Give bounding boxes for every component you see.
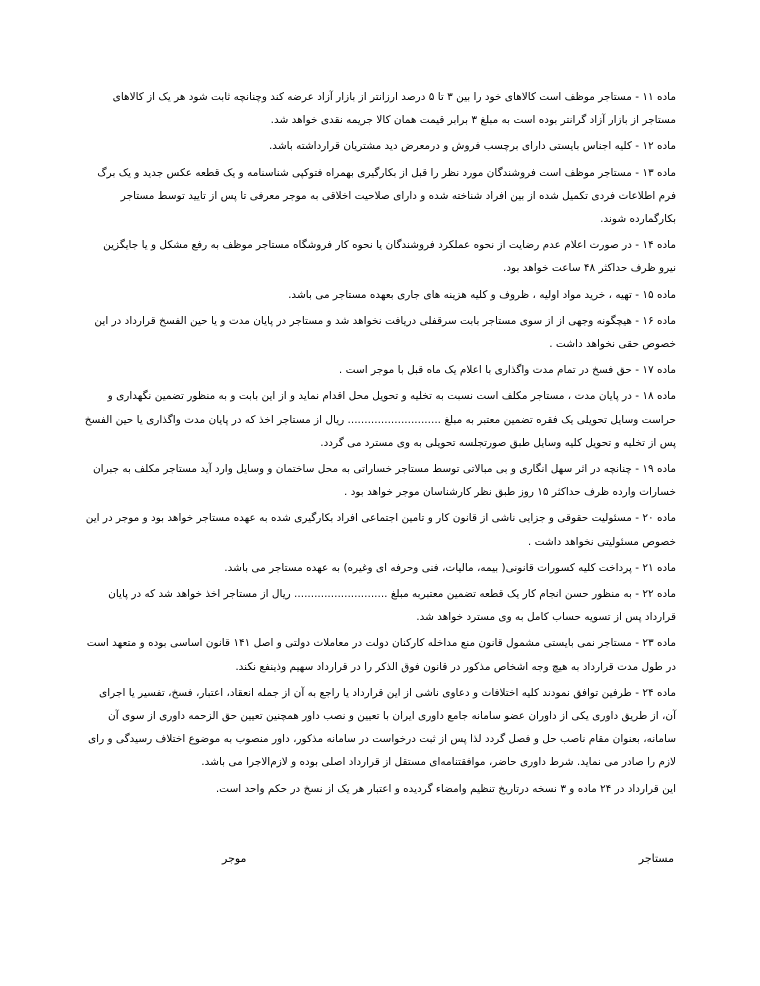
tenant-signature-label: مستاجر bbox=[638, 852, 674, 865]
closing-statement: این قرارداد در ۲۴ ماده و ۳ نسخه درتاریخ تنظیم وامضاء گردیده و اعتبار هر یک از نسخ در حکم واحد است. bbox=[215, 782, 676, 795]
article-13: ماده ۱۳ - مستاجر موظف است فروشندگان مورد نظر را قبل از بکارگیری بهمراه فتوکپی شناسنامه و یک قطعه عکس جدید و یک برگ فرم اطلاعات فردی تکمیل شده از بین افراد شناخته شده و دارای صلاحیت اخلاقی به موجر معرفی تا پس از تایید توسط مستاجر بکارگمارده شوند. bbox=[97, 166, 676, 226]
article-19: ماده ۱۹ - چنانچه در اثر سهل انگاری و بی مبالاتی توسط مستاجر خساراتی به محل ساختمان و وسایل وارد آید مستاجر مکلف به جبران خسارات وارده ظرف حداکثر ۱۵ روز طبق نظر کارشناسان موجر خواهد بود . bbox=[92, 463, 676, 499]
article-23: ماده ۲۳ - مستاجر نمی بایستی مشمول قانون منع مداخله کارکنان دولت در معاملات دولتی و اصل ۱۴۱ قانون اساسی بوده و متعهد است در طول مدت قرارداد به هیچ وجه اشخاص مذکور در قانون فوق الذکر را در قرارداد سهیم وذینفع نکند. bbox=[86, 637, 676, 673]
article-20: ماده ۲۰ - مسئولیت حقوقی و جزایی ناشی از قانون کار و تامین اجتماعی افراد بکارگیری شده به عهده مستاجر خواهد بود و موجر در این خصوص مسئولیتی نخواهد داشت . bbox=[85, 512, 676, 548]
contract-articles bbox=[84, 86, 676, 804]
article-11: ماده ۱۱ - مستاجر موظف است کالاهای خود را بین ۳ تا ۵ درصد ارزانتر از بازار آزاد عرضه کند وچنانچه ثابت شود هر یک از کالاهای مستاجر از بازار آزاد گرانتر بوده است به مبلغ ۳ برابر قیمت همان کالا جریمه نقدی خواهد شد. bbox=[112, 91, 676, 127]
article-18: ماده ۱۸ - در پایان مدت ، مستاجر مکلف است نسبت به تخلیه و تحویل محل اقدام نماید و از این بابت و به منظور تضمین نگهداری و حراست وسایل تحویلی یک فقره تضمین معتبر به مبلغ ............................ ریال از مستاجر اخذ که در پایان مدت واگذاری یا حین الفسخ پس از تخلیه و تحویل کلیه وسایل طبق صورتجلسه تحویلی به وی مسترد می گردد. bbox=[84, 390, 676, 449]
article-16: ماده ۱۶ - هیچگونه وجهی از از سوی مستاجر بابت سرقفلی دریافت نخواهد شد و مستاجر در پایان مدت و یا حین الفسخ قرارداد در این خصوص حقی نخواهد داشت . bbox=[94, 314, 676, 351]
article-22: ماده ۲۲ - به منظور حسن انجام کار یک قطعه تضمین معتبربه مبلغ ............................ ریال از مستاجر اخذ خواهد شد که در پایان قرارداد پس از تسویه حساب کامل به وی مسترد خواهد شد. bbox=[108, 588, 676, 624]
landlord-signature-label: موجر bbox=[222, 852, 247, 865]
article-21: ماده ۲۱ - پرداخت کلیه کسورات قانونی( بیمه، مالیات، فنی وحرفه ای وغیره) به عهده مستاجر می باشد. bbox=[224, 561, 676, 574]
article-12: ماده ۱۲ - کلیه اجناس بایستی دارای برچسب فروش و درمعرض دید مشتریان قرارداشته باشد. bbox=[268, 140, 676, 153]
article-24: ماده ۲۴ - طرفین توافق نمودند کلیه اختلافات و دعاوی ناشی از این قرارداد یا راجع به آن از جمله انعقاد، اعتبار، فسخ، تفسیر یا اجرای آن، از طریق داوری یکی از داوران عضو سامانه جامع داوری ایران با تعیین و نصب داور همچنین تعیین حق الزحمه داوری از سوی آن سامانه، بعنوان مقام ناصب حل و فصل گردد لذا پس از ثبت درخواست در سامانه مذکور، داور منصوب به موضوع اختلاف رسیدگی و رای لازم را صادر می نماید. شرط داوری حاضر، موافقتنامه‌ای مستقل از قرارداد اصلی بوده و لازم‌الاجرا می باشد. bbox=[87, 686, 676, 769]
article-15: ماده ۱۵ - تهیه ، خرید مواد اولیه ، ظروف و کلیه هزینه های جاری بعهده مستاجر می باشد. bbox=[288, 288, 676, 301]
article-17: ماده ۱۷ - حق فسخ در تمام مدت واگذاری با اعلام یک ماه قبل با موجر است . bbox=[338, 364, 676, 377]
article-14: ماده ۱۴ - در صورت اعلام عدم رضایت از نحوه عملکرد فروشندگان یا نحوه کار فروشگاه مستاجر موظف به رفع مشکل و یا جایگزین نیرو ظرف حداکثر ۴۸ ساعت خواهد بود. bbox=[103, 239, 676, 275]
